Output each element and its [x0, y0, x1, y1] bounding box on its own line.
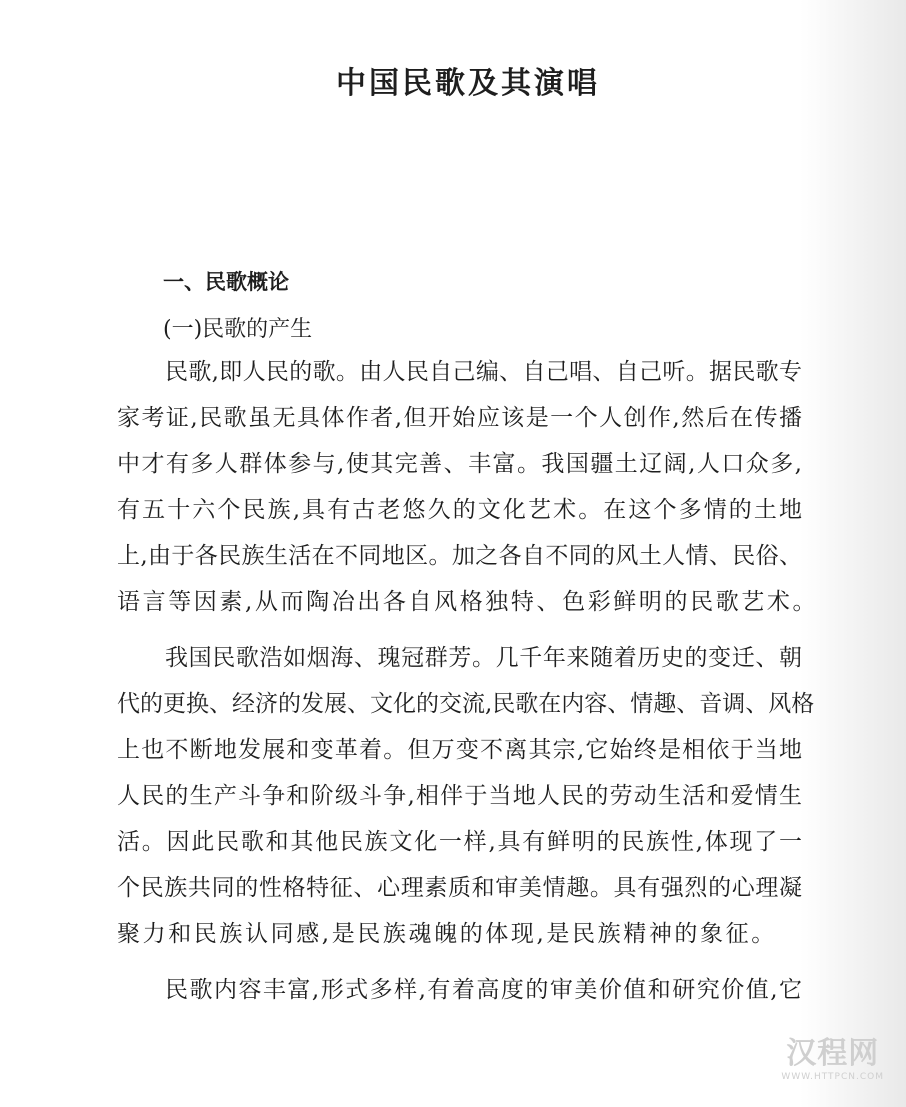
- text-line: 民歌内容丰富,形式多样,有着高度的审美价值和研究价值,它: [165, 977, 802, 1003]
- watermark: [781, 1028, 884, 1082]
- subsection-heading: (一)民歌的产生: [163, 317, 313, 342]
- text-line: 聚力和民族认同感,是民族魂魄的体现,是民族精神的象征。: [117, 921, 777, 947]
- text-line: 有五十六个民族,具有古老悠久的文化艺术。在这个多情的土地: [117, 497, 802, 523]
- text-line: 家考证,民歌虽无具体作者,但开始应该是一个人创作,然后在传播: [117, 405, 802, 431]
- section-heading: 一、民歌概论: [163, 269, 289, 294]
- text-line: 民歌,即人民的歌。由人民自己编、自己唱、自己听。据民歌专: [165, 359, 802, 385]
- watermark-url: WWW.HTTPCN.COM: [781, 1072, 884, 1082]
- text-line: 活。因此民歌和其他民族文化一样,具有鲜明的民族性,体现了一: [117, 829, 802, 855]
- text-line: 中才有多人群体参与,使其完善、丰富。我国疆土辽阔,人口众多,: [117, 451, 802, 477]
- watermark-logo: 汉程网: [786, 1036, 880, 1071]
- text-line: 上,由于各民族生活在不同地区。加之各自不同的风土人情、民俗、: [117, 543, 802, 569]
- text-line: 人民的生产斗争和阶级斗争,相伴于当地人民的劳动生活和爱情生: [117, 783, 802, 809]
- page-title: 中国民歌及其演唱: [336, 66, 600, 101]
- text-line: 个民族共同的性格特征、心理素质和审美情趣。具有强烈的心理凝: [117, 875, 802, 901]
- text-line: 语言等因素,从而陶冶出各自风格独特、色彩鲜明的民歌艺术。: [117, 589, 819, 615]
- text-line: 我国民歌浩如烟海、瑰冠群芳。几千年来随着历史的变迁、朝: [165, 645, 802, 671]
- text-line: 代的更换、经济的发展、文化的交流,民歌在内容、情趣、音调、风格: [117, 691, 815, 717]
- text-line: 上也不断地发展和变革着。但万变不离其宗,它始终是相依于当地: [117, 737, 802, 763]
